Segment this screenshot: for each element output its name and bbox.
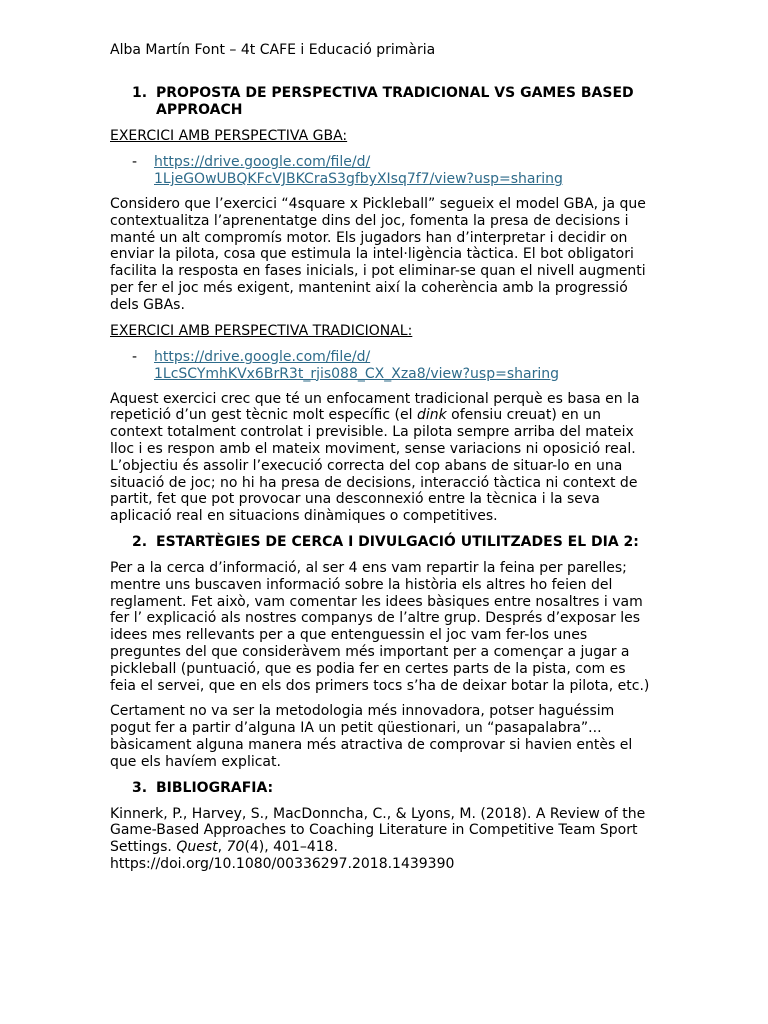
text-line: preguntes del que consideràvem més important per a començar a jugar a	[110, 643, 630, 660]
text-line: que els havíem explicat.	[110, 753, 281, 770]
dink-term: dink	[416, 407, 447, 424]
gba-link-line-1: https://drive.google.com/file/d/	[154, 154, 371, 170]
text-line: Game-Based Approaches to Coaching Literature in Competitive Team Sport	[110, 822, 638, 839]
traditional-link-line-2: 1LcSCYmhKVx6BrR3t_rjis088_CX_Xza8/view?usp=sharing	[154, 365, 559, 382]
text-line: pickleball (puntuació, que es podia fer en certes parts de la pista, com es	[110, 660, 626, 677]
section-1-number: 1.	[132, 85, 148, 101]
text-line: Kinnerk, P., Harvey, S., MacDonncha, C., & Lyons, M. (2018). A Review of the	[110, 805, 646, 822]
traditional-link-line-1: https://drive.google.com/file/d/	[154, 348, 371, 365]
gba-link-line-2: 1LjeGOwUBQKFcVJBKCraS3gfbyXIsq7f7/view?usp=sharing	[154, 171, 563, 187]
author-header: Alba Martín Font – 4t CAFE i Educació primària	[110, 42, 436, 58]
text-line: Certament no va ser la metodologia més innovadora, potser haguéssim	[110, 703, 615, 720]
strategies-paragraph-1	[110, 560, 660, 694]
traditional-video-link[interactable]	[154, 349, 559, 383]
text-line: per fer el joc més exigent, mantenint així la coherència amb la progressió	[110, 279, 628, 296]
text-line: mentre uns buscaven informació sobre la història els altres ho feien del	[110, 576, 613, 593]
text-line: manté un alt compromís motor. Els jugadors han d’interpretar i decidir on	[110, 229, 628, 246]
text-line: context totalment controlat i previsible. La pilota sempre arriba del mateix	[110, 424, 634, 441]
text-line: enviar la pilota, cosa que estimula la intel·ligència tàctica. El bot obligatori	[110, 246, 634, 263]
gba-link-item	[110, 154, 660, 188]
text-line: pogut fer a partir d’alguna IA un petit qüestionari, un “pasapalabra”...	[110, 720, 602, 737]
text-line: bàsicament alguna manera més atractiva de comprovar si havien entès el	[110, 736, 633, 753]
text-line: Aquest exercici crec que té un enfocament tradicional perquè es basa en la	[110, 390, 640, 407]
list-dash: -	[132, 154, 138, 170]
section-1-heading	[110, 85, 660, 119]
text-line: feia el servei, que en els dos primers tocs s’ha de deixar botar la pilota, etc.)	[110, 677, 650, 694]
text-line: ofensiu creuat) en un	[446, 407, 601, 424]
section-3-heading	[110, 780, 660, 797]
journal-volume: 70	[226, 839, 245, 856]
text-line: aplicació real en situacions dinàmiques o competitives.	[110, 508, 498, 525]
section-3-title: BIBLIOGRAFIA:	[156, 779, 274, 796]
text-line: facilita la resposta en fases inicials, i pot eliminar-se quan el nivell augmenti	[110, 263, 646, 280]
section-1-title	[156, 85, 660, 119]
text-line: partit, fet que pot provocar una desconnexió entre la tècnica i la seva	[110, 491, 600, 508]
text-line: Per a la cerca d’informació, al ser 4 ens vam repartir la feina per parelles;	[110, 559, 627, 576]
text-line: repetició d’un gest tècnic molt específic (el	[110, 407, 417, 424]
gba-paragraph	[110, 196, 660, 314]
traditional-subheading: EXERCICI AMB PERSPECTIVA TRADICIONAL:	[110, 322, 413, 339]
section-2-heading	[110, 534, 660, 551]
text-line: Settings.	[110, 839, 177, 856]
list-dash: -	[132, 348, 138, 365]
gba-subheading: EXERCICI AMB PERSPECTIVA GBA:	[110, 128, 348, 144]
bibliography-reference	[110, 806, 660, 873]
section-2-title: ESTARTÈGIES DE CERCA I DIVULGACIÓ UTILITZADES EL DIA 2:	[156, 533, 639, 550]
section-3-number: 3.	[132, 779, 148, 796]
text-line: (4), 401–418.	[244, 839, 338, 856]
traditional-paragraph	[110, 391, 660, 525]
section-1-title-line-2: APPROACH	[156, 102, 243, 118]
text-line: idees mes rellevants per a que entenguessin el joc vam fer-los unes	[110, 627, 588, 644]
document-page	[110, 41, 660, 873]
text-line: fer l’ explicació als nostres companys de l’altre grup. Després d’exposar les	[110, 610, 641, 627]
text-line: contextualitza l’aprenentatge dins del joc, fomenta la presa de decisions i	[110, 212, 629, 229]
strategies-paragraph-2	[110, 703, 660, 770]
text-line: dels GBAs.	[110, 296, 185, 313]
text-line: ,	[217, 839, 227, 856]
journal-name: Quest	[176, 839, 218, 856]
text-line: reglament. Fet això, vam comentar les idees bàsiques entre nosaltres i vam	[110, 593, 643, 610]
text-line: lloc i es respon amb el mateix moviment, sense variacions ni oposició real.	[110, 440, 636, 457]
text-line: Considero que l’exercici “4square x Pickleball” segueix el model GBA, ja que	[110, 196, 646, 212]
traditional-link-item	[110, 349, 660, 383]
gba-video-link[interactable]	[154, 154, 563, 188]
section-2-number: 2.	[132, 533, 148, 550]
text-line: L’objectiu és assolir l’execució correcta del cop abans de situar-lo en una	[110, 457, 623, 474]
text-line: situació de joc; no hi ha presa de decisions, interacció tàctica ni context de	[110, 474, 638, 491]
doi-text: https://doi.org/10.1080/00336297.2018.1439390	[110, 855, 455, 872]
section-1-title-line-1: PROPOSTA DE PERSPECTIVA TRADICIONAL VS GAMES BASED	[156, 85, 634, 101]
